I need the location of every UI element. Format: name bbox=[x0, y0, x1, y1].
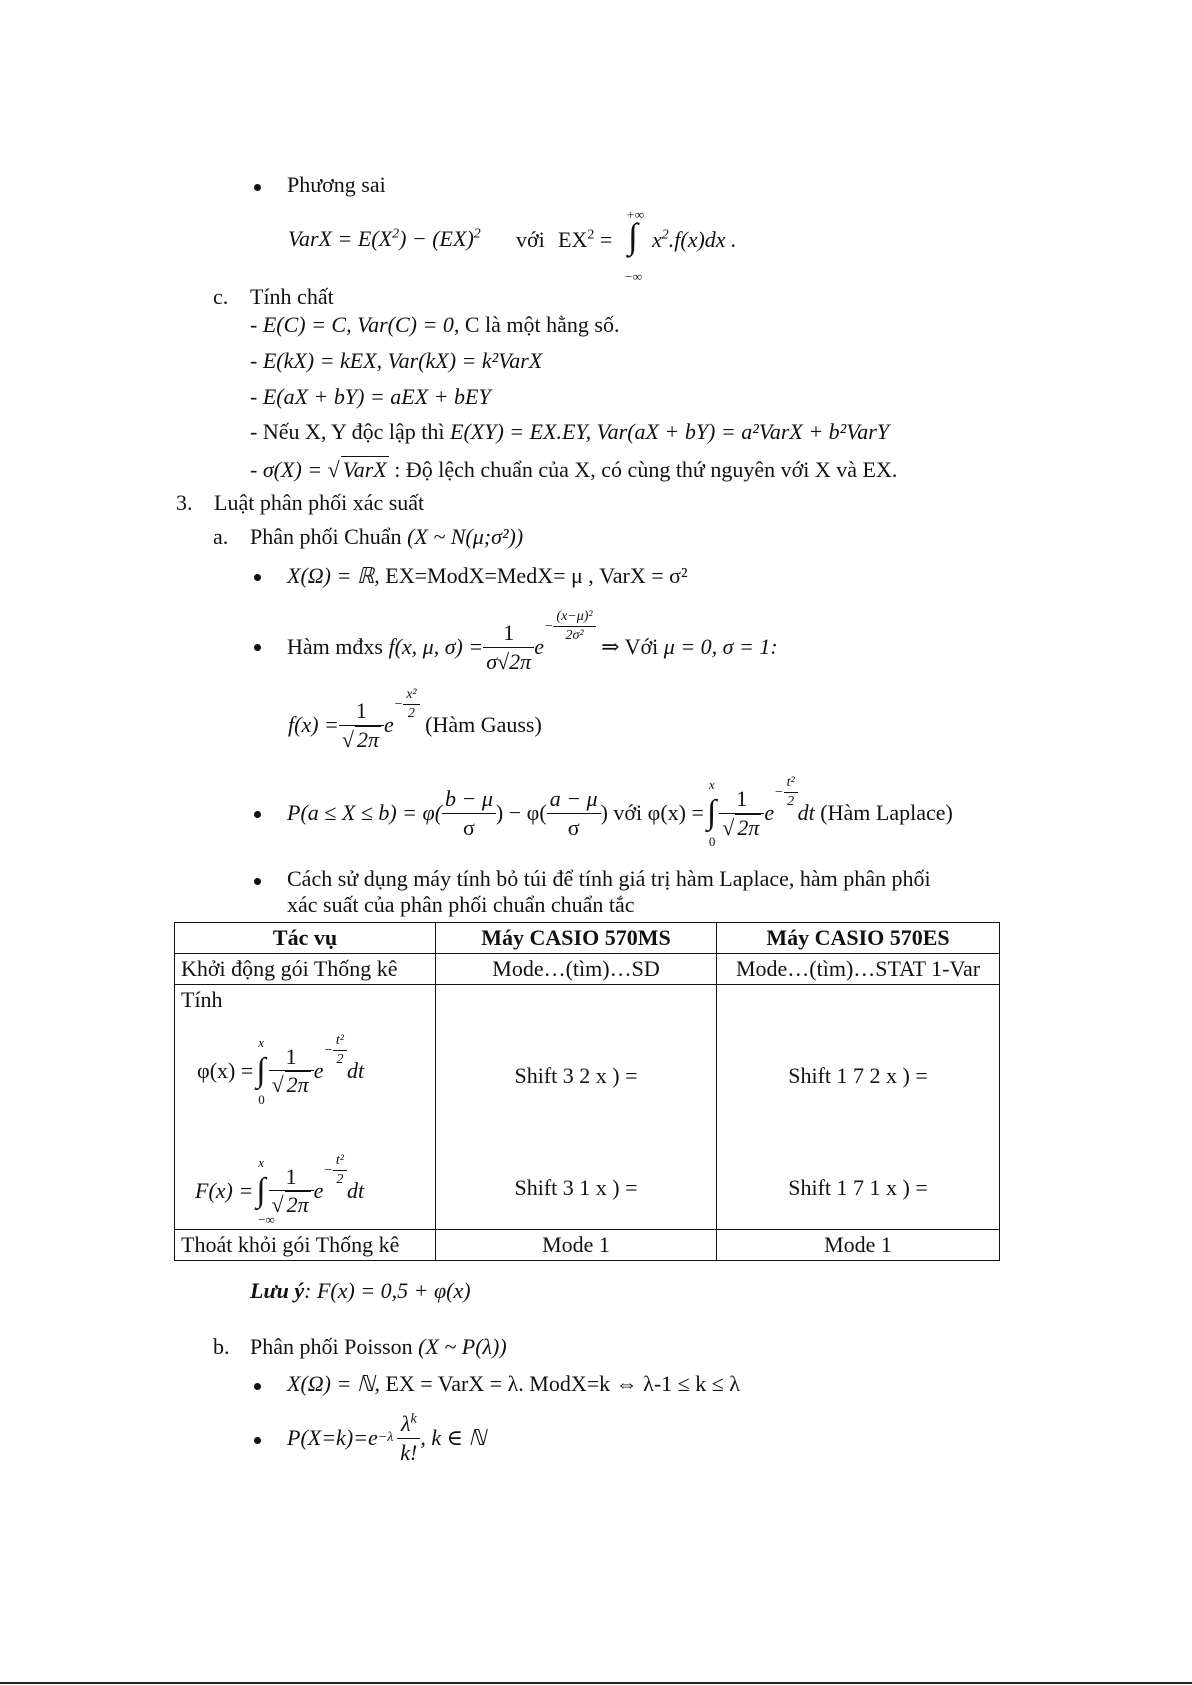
table-row bbox=[175, 954, 1000, 985]
poisson-title: Phân phối Poisson (X ~ P(λ)) bbox=[250, 1334, 507, 1359]
bullet-icon bbox=[254, 644, 261, 651]
calculator-table bbox=[174, 922, 1000, 1261]
table-header: Máy CASIO 570ES bbox=[717, 923, 1000, 954]
phi-key-sequence-es: Shift 1 7 2 x ) = bbox=[788, 1063, 928, 1088]
table-cell: Mode…(tìm)…STAT 1-Var bbox=[717, 954, 1000, 985]
normal-density: Hàm mđxs f(x, μ, σ) = $\frac{1}{\sigma√2\pi}$ e − $\frac{\text{(x−μ)²}}{\text{2σ²}}$ ⇒ Với μ = 0, σ = 1: bbox=[287, 609, 778, 674]
note: Lưu ý: F(x) = 0,5 + φ(x) bbox=[250, 1278, 471, 1303]
integral-sign: ∫ bbox=[628, 216, 638, 256]
table-row bbox=[175, 1230, 1000, 1261]
section-c-marker: c. bbox=[213, 284, 229, 309]
table-cell bbox=[175, 985, 436, 1230]
cdf-key-sequence-ms: Shift 3 1 x ) = bbox=[514, 1175, 638, 1200]
integrand: $x^2.f(x)dx$ . bbox=[652, 227, 737, 252]
normal-bullet-1: X(Ω) = ℝ, EX=ModX=MedX= μ , VarX = σ² bbox=[287, 563, 688, 588]
table-header: Máy CASIO 570MS bbox=[436, 923, 717, 954]
table-cell: Mode…(tìm)…SD bbox=[436, 954, 717, 985]
bullet-icon bbox=[254, 574, 261, 581]
properties-title: Tính chất bbox=[250, 284, 334, 309]
table-cell: Thoát khỏi gói Thống kê bbox=[175, 1230, 436, 1261]
phi-key-sequence-ms: Shift 3 2 x ) = bbox=[514, 1063, 638, 1088]
cdf-key-sequence-es: Shift 1 7 1 x ) = bbox=[788, 1175, 928, 1200]
bullet-icon bbox=[254, 1383, 261, 1390]
table-cell: Mode 1 bbox=[436, 1230, 717, 1261]
table-header-row bbox=[175, 923, 1000, 954]
bullet-icon bbox=[254, 184, 261, 191]
normal-title: Phân phối Chuẩn (X ~ N(μ;σ²)) bbox=[250, 524, 524, 549]
integral-lower-limit: −∞ bbox=[624, 269, 643, 284]
section-3-marker: 3. bbox=[176, 490, 193, 515]
section-a-marker: a. bbox=[213, 524, 229, 549]
section-b-marker: b. bbox=[213, 1334, 230, 1359]
table-cell bbox=[717, 985, 1000, 1230]
compute-label: Tính bbox=[181, 987, 223, 1012]
poisson-bullet-1: X(Ω) = ℕ, EX = VarX = λ. ModX=k ⇔ λ-1 ≤ k ≤ λ bbox=[287, 1371, 740, 1396]
gauss-function: f(x) = $\frac{1}{√ 2\pi}$ e − $\frac{\text{x²}}{2}$ (Hàm Gauss) bbox=[288, 687, 542, 752]
table-cell: Khởi động gói Thống kê bbox=[175, 954, 436, 985]
property-line-3: - E(aX + bY) = aEX + bEY bbox=[250, 384, 491, 409]
variance-formula: VarX = $E(X^2) - (EX)^2$ bbox=[288, 226, 481, 251]
table-cell: Mode 1 bbox=[717, 1230, 1000, 1261]
poisson-pmf: P(X=k)=e −λ $\frac{\lambda^k}{k!}$ , k ∈ ℕ bbox=[287, 1411, 487, 1465]
ex2-definition: $EX^2$ = bbox=[558, 227, 613, 252]
property-line-4: - Nếu X, Y độc lập thì E(XY) = EX.EY, Var(aX + bY) = a²VarX + b²VarY bbox=[250, 419, 890, 444]
property-line-1: - E(C) = C, Var(C) = 0, C là một hằng số. bbox=[250, 312, 620, 337]
property-line-5: - σ(X) = √ VarX : Độ lệch chuẩn của X, có cùng thứ nguyên với X và EX. bbox=[250, 457, 898, 482]
bullet-icon bbox=[254, 811, 261, 818]
table-row bbox=[175, 985, 1000, 1230]
table-header: Tác vụ bbox=[175, 923, 436, 954]
calculator-intro-line-2: xác suất của phân phối chuẩn chuẩn tắc bbox=[287, 892, 635, 917]
property-line-2: - E(kX) = kEX, Var(kX) = k²VarX bbox=[250, 348, 543, 373]
bullet-icon bbox=[254, 878, 261, 885]
section-3-title: Luật phân phối xác suất bbox=[214, 490, 425, 515]
calculator-intro-line-1: Cách sử dụng máy tính bỏ túi để tính giá trị hàm Laplace, hàm phân phối bbox=[287, 866, 931, 891]
variance-label: Phương sai bbox=[287, 172, 386, 197]
cdf-formula: F(x) = ∫ x −∞ $\frac{1}{√ 2\pi}$ e − $\frac{\text{t²}}{2}$ dt bbox=[195, 1152, 365, 1227]
bullet-icon bbox=[254, 1437, 261, 1444]
table-cell bbox=[436, 985, 717, 1230]
page-bottom-border bbox=[0, 1682, 1192, 1684]
integral-upper-limit: +∞ bbox=[626, 207, 645, 222]
phi-formula: φ(x) = ∫ x 0 $\frac{1}{√ 2\pi}$ e − $\frac{\text{t²}}{2}$ dt bbox=[197, 1032, 365, 1107]
variance-with-word: với bbox=[516, 227, 545, 252]
laplace-probability: P(a ≤ X ≤ b) = φ( $\frac{b - \mu}{\sigma}$ ) − φ( $\frac{a - \mu}{\sigma}$ ) với φ(x) = ∫ x 0 $\frac{1}{√ 2\pi}$ e − $\frac{\text{t²}}{2}$ dt (Hàm Laplace) bbox=[287, 775, 953, 849]
